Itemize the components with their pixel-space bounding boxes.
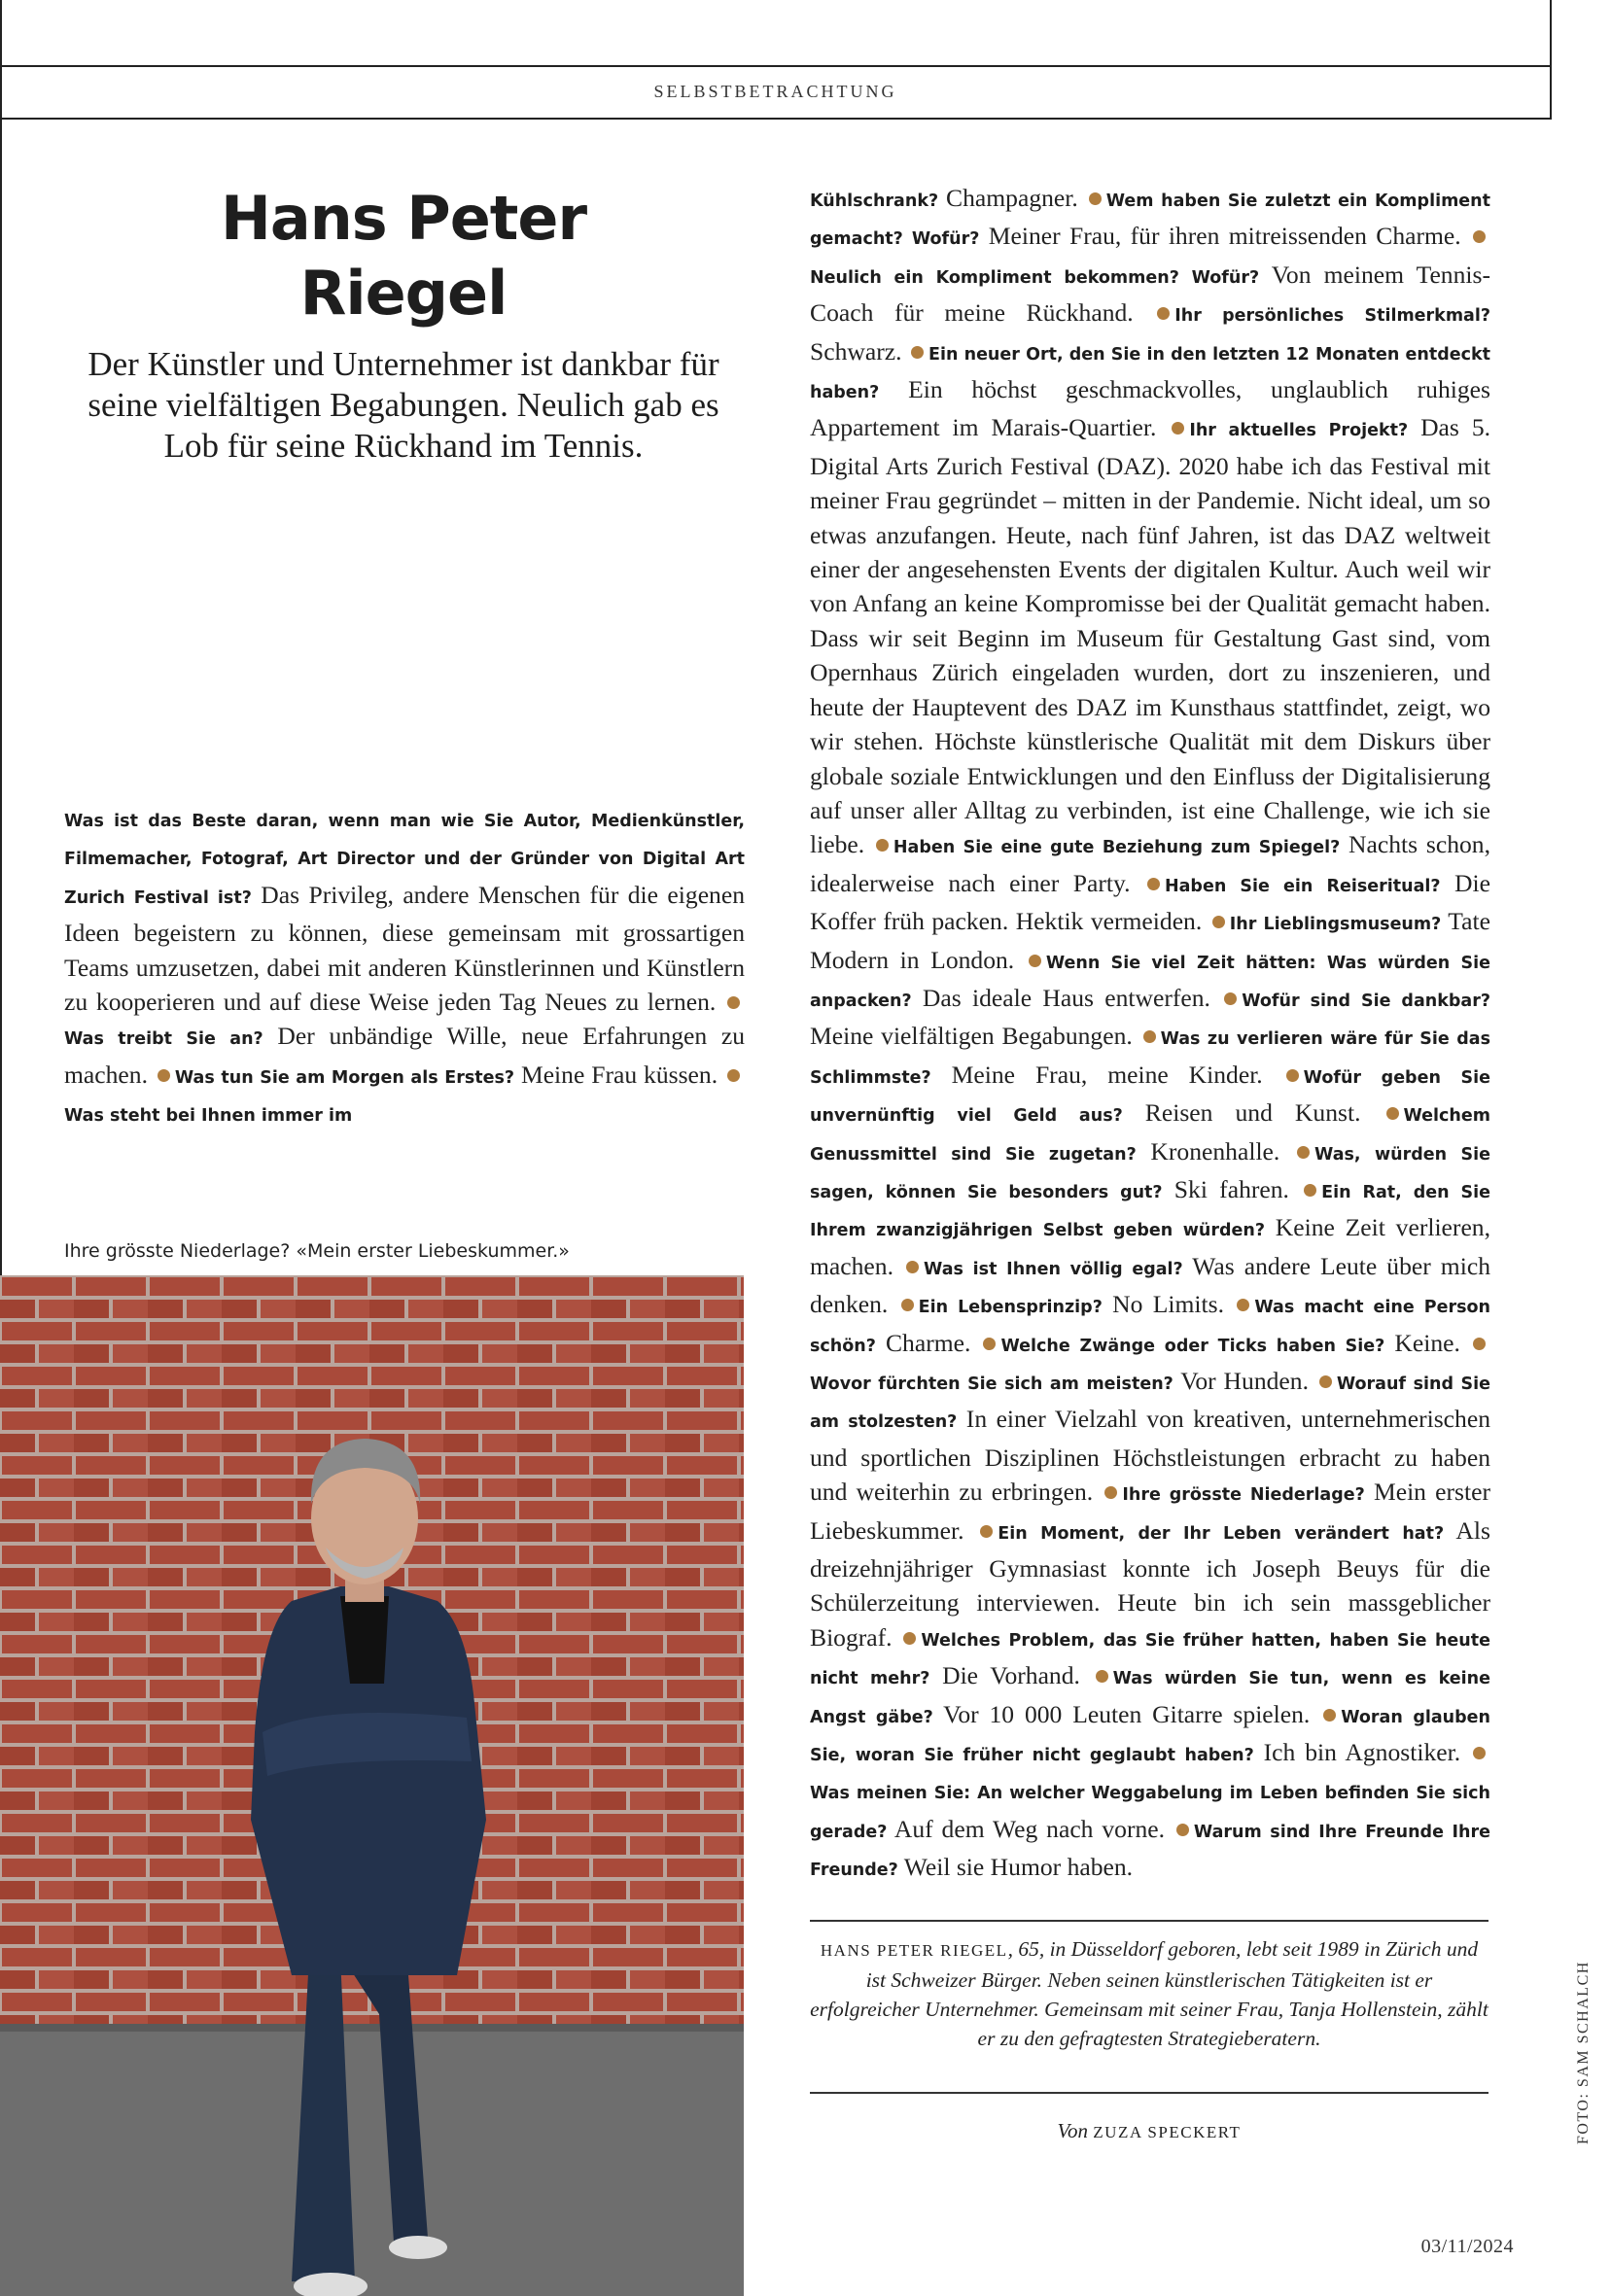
interview-question: Haben Sie ein Reiseritual? bbox=[1164, 876, 1441, 896]
interview-answer: Meine Frau küssen. bbox=[514, 1060, 724, 1089]
title-line-1: Hans Peter bbox=[220, 183, 587, 254]
interview-answer: Champagner. bbox=[938, 184, 1086, 212]
question-bullet bbox=[1386, 1107, 1399, 1120]
interview-answer: Meine vielfältigen Begabungen. bbox=[810, 1022, 1140, 1051]
portrait-illustration bbox=[0, 1275, 744, 2296]
interview-answer: Ski fahren. bbox=[1162, 1174, 1302, 1203]
question-bullet bbox=[1319, 1375, 1332, 1388]
question-bullet bbox=[1172, 422, 1184, 435]
interview-question: Wofür sind Sie dankbar? bbox=[1242, 991, 1490, 1011]
bio-rule-bottom bbox=[810, 2092, 1488, 2094]
interview-question: Ein Moment, der Ihr Leben verändert hat? bbox=[998, 1523, 1445, 1544]
interview-answer: Kronenhalle. bbox=[1136, 1136, 1295, 1165]
interview-answer: No Limits. bbox=[1102, 1290, 1235, 1319]
interview-question: Was würden Sie tun, wenn es keine Angst gäbe? bbox=[810, 1669, 1490, 1727]
byline bbox=[810, 2119, 1488, 2143]
interview-answer: Die Koffer früh packen. Hektik vermeiden. bbox=[810, 868, 1490, 936]
interview-question: Ihr persönliches Stilmerkmal? bbox=[1174, 306, 1491, 327]
question-bullet bbox=[983, 1338, 996, 1350]
bio-rule-top bbox=[810, 1920, 1488, 1922]
question-bullet bbox=[901, 1299, 914, 1311]
question-bullet bbox=[1089, 192, 1102, 205]
interview-question: Wem haben Sie zuletzt ein Kompliment gemacht? Wofür? bbox=[810, 191, 1490, 250]
question-bullet bbox=[1212, 916, 1225, 928]
interview-answer: Das Privileg, andere Menschen für die eigenen Ideen begeistern zu können, diese gemeinsam mit grossartigen Teams umzusetzen, dabei mit anderen Künstlerinnen und Künstlern zu kooperieren und auf diese Weise jeden Tag Neues zu lernen. bbox=[64, 880, 746, 1017]
interview-question: Was meinen Sie: An welcher Weggabelung im Leben befinden Sie sich gerade? bbox=[810, 1784, 1490, 1842]
question-bullet bbox=[1286, 1069, 1299, 1082]
interview-question: Neulich ein Kompliment bekommen? Wofür? bbox=[810, 267, 1260, 288]
interview-answer: Nachts schon, idealerweise nach einer Party. bbox=[810, 830, 1490, 897]
interview-answer: Keine. bbox=[1384, 1328, 1470, 1357]
interview-answer: In einer Vielzahl von kreativen, unternehmerischen und sportlichen Disziplinen Höchstleistungen erbracht zu haben und weiterhin zu erbringen. bbox=[810, 1405, 1490, 1507]
question-bullet bbox=[1176, 1824, 1189, 1836]
question-bullet bbox=[906, 1261, 919, 1273]
interview-answer: Tate Modern in London. bbox=[810, 907, 1490, 974]
byline-author: ZUZA SPECKERT bbox=[1093, 2123, 1242, 2141]
question-bullet bbox=[1237, 1299, 1249, 1311]
question-bullet bbox=[980, 1525, 993, 1538]
interview-answer: Der unbändige Wille, neue Erfahrungen zu machen. bbox=[64, 1022, 745, 1089]
issue-date: 03/11/2024 bbox=[1420, 2236, 1514, 2257]
interview-question: Was macht eine Person schön? bbox=[810, 1298, 1490, 1356]
portrait-photo bbox=[0, 1275, 744, 2296]
top-rule bbox=[0, 65, 1551, 67]
interview-question: Worauf sind Sie am stolzesten? bbox=[810, 1374, 1490, 1433]
interview-question: Was treibt Sie an? bbox=[64, 1029, 263, 1050]
interview-answer: Keine Zeit verlieren, machen. bbox=[810, 1213, 1490, 1280]
question-bullet bbox=[1323, 1709, 1336, 1722]
interview-question: Welches Problem, das Sie früher hatten, haben Sie heute nicht mehr? bbox=[810, 1630, 1490, 1689]
interview-question: Was ist Ihnen völlig egal? bbox=[924, 1259, 1183, 1279]
interview-answer: Schwarz. bbox=[810, 336, 909, 365]
interview-question: Kühlschrank? bbox=[810, 191, 939, 211]
interview-question: Ihre grösste Niederlage? bbox=[1122, 1485, 1365, 1506]
question-bullet bbox=[876, 839, 889, 852]
interview-answer: Als dreizehnjähriger Gymnasiast konnte ich Joseph Beuys für die Schülerzeitung interviewen. Heute bin ich sein massgeblicher Biograf. bbox=[810, 1515, 1490, 1652]
interview-question: Welchem Genussmittel sind Sie zugetan? bbox=[810, 1106, 1490, 1165]
interview-answer: Vor Hunden. bbox=[1173, 1367, 1316, 1395]
interview-question: Wenn Sie viel Zeit hätten: Was würden Sie anpacken? bbox=[810, 953, 1490, 1011]
title-line-2: Riegel bbox=[299, 258, 508, 329]
page-title bbox=[58, 181, 749, 330]
interview-question: Wovor fürchten Sie sich am meisten? bbox=[810, 1374, 1173, 1394]
interview-question: Was tun Sie am Morgen als Erstes? bbox=[174, 1067, 515, 1088]
question-bullet bbox=[1143, 1030, 1156, 1043]
interview-answer: Was andere Leute über mich denken. bbox=[810, 1251, 1490, 1319]
interview-question: Ein neuer Ort, den Sie in den letzten 12 Monaten entdeckt haben? bbox=[810, 344, 1491, 403]
question-bullet bbox=[1224, 992, 1237, 1005]
bio-name: HANS PETER RIEGEL bbox=[820, 1941, 1008, 1960]
question-bullet bbox=[1473, 1338, 1486, 1350]
question-bullet bbox=[1473, 1747, 1486, 1759]
article-body-left bbox=[64, 801, 745, 1134]
interview-question: Was ist das Beste daran, wenn man wie Sie Autor, Medienkünstler, Filmemacher, Fotograf, Art Director und der Gründer von Digital Art Zurich Festival ist? bbox=[64, 812, 745, 908]
interview-answer: Reisen und Kunst. bbox=[1122, 1098, 1383, 1128]
bio-text: , 65, in Düsseldorf geboren, lebt seit 1989 in Zürich und ist Schweizer Bürger. Neben seinen künstlerischen Tätigkeiten ist er erfolgreicher Unternehmer. Gemeinsam mit seiner Frau, Tanja Hollenstein, zählt er zu den gefragtesten Strategieberatern. bbox=[810, 1937, 1488, 2050]
question-bullet bbox=[1104, 1486, 1117, 1499]
interview-answer: Vor 10 000 Leuten Gitarre spielen. bbox=[932, 1699, 1321, 1728]
lead-paragraph: Der Künstler und Unternehmer ist dankbar für seine vielfältigen Begabungen. Neulich gab es Lob für seine Rückhand im Tennis. bbox=[88, 345, 719, 465]
interview-answer: Mein erster Liebeskummer. bbox=[810, 1478, 1490, 1545]
interview-answer: Das 5. Digital Arts Zurich Festival (DAZ). 2020 habe ich das Festival mit meiner Frau gegründet – mitten in der Pandemie. Nicht ideal, um so etwas anzufangen. Heute, nach fünf Jahren, ist das DAZ weltweit einer der angesehensten Events der digitalen Kultur. Auch weil wir von Anfang an keine Kompromisse bei der Qualität gemacht haben. Dass wir seit Beginn im Museum für Gestaltung Gast sind, vom Opernhaus Zürich eingeladen wurden, dort zu inszenieren, und heute der Hauptevent des DAZ im Kunsthaus stattfindet, zeigt, wo wir stehen. Höchste künstlerische Qualität mit dem Diskurs über globale soziale Entwicklungen und den Einfluss der Digitalisierung auf unser aller Alltag zu verbinden, ist eine Challenge, wie ich sie liebe. bbox=[810, 413, 1491, 859]
question-bullet bbox=[727, 1069, 740, 1082]
author-bio bbox=[810, 1934, 1488, 2053]
interview-question: Woran glauben Sie, woran Sie früher nicht geglaubt haben? bbox=[810, 1707, 1490, 1766]
byline-label: Von bbox=[1057, 2119, 1089, 2142]
question-bullet bbox=[1147, 878, 1160, 890]
interview-answer: Auf dem Weg nach vorne. bbox=[887, 1814, 1173, 1843]
interview-answer: Die Vorhand. bbox=[929, 1661, 1093, 1690]
interview-answer: Weil sie Humor haben. bbox=[897, 1853, 1134, 1882]
section-rule bbox=[0, 118, 1551, 120]
left-frame-rule bbox=[0, 0, 2, 1275]
interview-question: Ihr aktuelles Projekt? bbox=[1189, 421, 1409, 441]
interview-answer: Meiner Frau, für ihren mitreissenden Charme. bbox=[979, 222, 1471, 251]
interview-question: Welche Zwänge oder Ticks haben Sie? bbox=[1000, 1336, 1385, 1356]
interview-question: Was steht bei Ihnen immer im bbox=[64, 1106, 353, 1127]
question-bullet bbox=[158, 1069, 170, 1082]
interview-question: Was, würden Sie sagen, können Sie besonders gut? bbox=[810, 1144, 1490, 1202]
question-bullet bbox=[1157, 307, 1170, 320]
interview-question: Ihr Lieblingsmuseum? bbox=[1229, 915, 1442, 935]
question-bullet bbox=[911, 346, 924, 359]
question-bullet bbox=[1096, 1670, 1108, 1683]
question-bullet bbox=[727, 996, 740, 1009]
photo-credit: FOTO: SAM SCHALCH bbox=[1575, 1961, 1592, 2144]
question-bullet bbox=[1029, 955, 1041, 967]
interview-question: Ein Rat, den Sie Ihrem zwanzigjährigen Selbst geben würden? bbox=[810, 1182, 1490, 1241]
question-bullet bbox=[903, 1632, 916, 1645]
section-label: SELBSTBETRACHTUNG bbox=[653, 82, 897, 101]
question-bullet bbox=[1304, 1184, 1316, 1197]
interview-question: Was zu verlieren wäre für Sie das Schlimmste? bbox=[810, 1029, 1490, 1088]
interview-answer: Ich bin Agnostiker. bbox=[1253, 1738, 1470, 1767]
interview-question: Haben Sie eine gute Beziehung zum Spiegel? bbox=[893, 838, 1341, 858]
interview-answer: Meine Frau, meine Kinder. bbox=[930, 1060, 1283, 1089]
interview-answer: Charme. bbox=[875, 1328, 981, 1357]
interview-answer: Von meinem Tennis-Coach für meine Rückhand. bbox=[810, 260, 1490, 328]
interview-question: Ein Lebensprinzip? bbox=[918, 1298, 1103, 1318]
photo-caption: Ihre grösste Niederlage? «Mein erster Liebeskummer.» bbox=[64, 1240, 570, 1262]
question-bullet bbox=[1473, 230, 1486, 243]
interview-question: Warum sind Ihre Freunde Ihre Freunde? bbox=[810, 1822, 1490, 1881]
interview-answer: Das ideale Haus entwerfen. bbox=[911, 983, 1222, 1012]
question-bullet bbox=[1297, 1146, 1310, 1159]
interview-answer: Ein höchst geschmackvolles, unglaublich ruhiges Appartement im Marais-Quartier. bbox=[810, 375, 1490, 442]
interview-question: Wofür geben Sie unvernünftig viel Geld aus? bbox=[810, 1067, 1491, 1127]
article-body-right bbox=[810, 181, 1490, 1889]
pavement bbox=[0, 2024, 744, 2296]
